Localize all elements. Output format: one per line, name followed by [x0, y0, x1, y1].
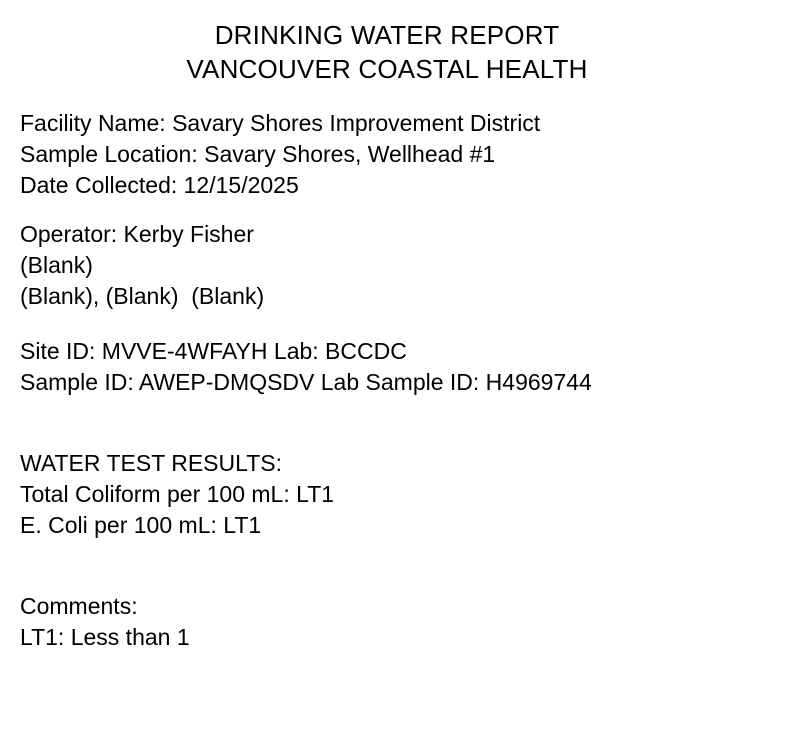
facility-name-line: Facility Name: Savary Shores Improvement District	[20, 110, 541, 136]
e-coli-line: E. Coli per 100 mL: LT1	[20, 512, 262, 538]
date-collected-line: Date Collected: 12/15/2025	[20, 172, 299, 198]
spacer-before-results	[20, 398, 780, 448]
water-test-results-heading: WATER TEST RESULTS:	[20, 450, 282, 476]
comments-heading: Comments:	[20, 593, 138, 619]
operator-line: Operator: Kerby Fisher	[20, 221, 254, 247]
operator-address-line-2: (Blank), (Blank) (Blank)	[20, 283, 265, 309]
site-id-lab-line: Site ID: MVVE-4WFAYH Lab: BCCDC	[20, 338, 407, 364]
report-title-line-2: VANCOUVER COASTAL HEALTH	[186, 54, 588, 84]
sample-id-lab-sample-id-line: Sample ID: AWEP-DMQSDV Lab Sample ID: H4969744	[20, 369, 592, 395]
total-coliform-line: Total Coliform per 100 mL: LT1	[20, 481, 335, 507]
operator-address-line-1: (Blank)	[20, 252, 93, 278]
comments-note-line: LT1: Less than 1	[20, 624, 190, 650]
spacer-after-facility	[20, 201, 780, 219]
report-body	[20, 108, 780, 653]
report-title-line-1: DRINKING WATER REPORT	[214, 20, 560, 50]
spacer-before-comments	[20, 541, 780, 591]
sample-location-line: Sample Location: Savary Shores, Wellhead #1	[20, 141, 496, 167]
report-title-block	[20, 18, 780, 86]
spacer-after-operator	[20, 312, 780, 336]
